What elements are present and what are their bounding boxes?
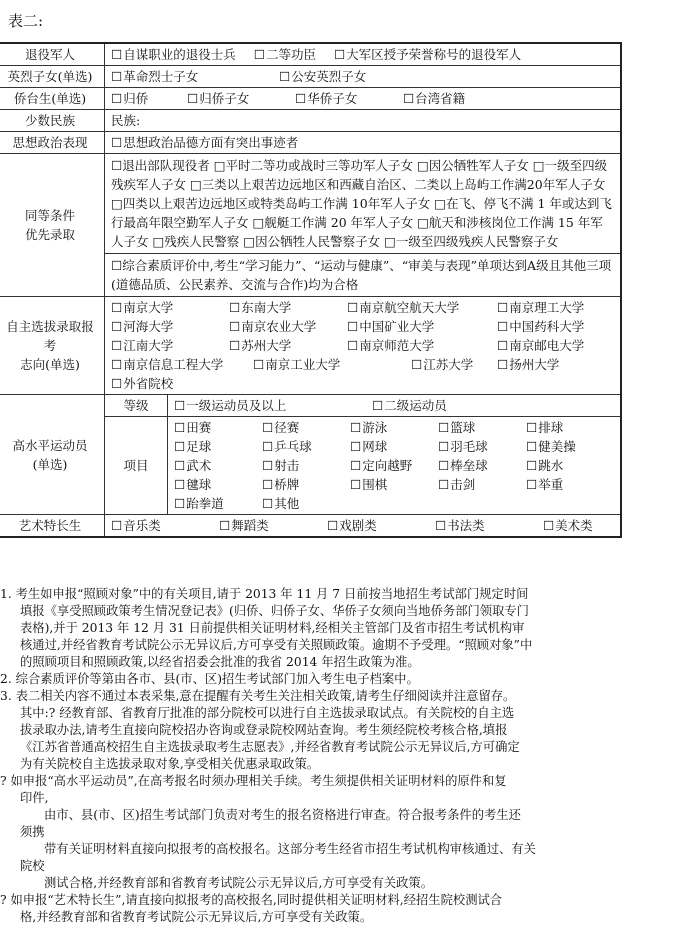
item-label: 项目 <box>105 417 168 515</box>
sport-option[interactable]: ☐ 网球 <box>350 437 438 456</box>
sport-option[interactable]: ☐ 排球 <box>526 418 614 437</box>
notes-section <box>0 586 668 926</box>
art-option[interactable]: ☐ 音乐类 <box>111 516 201 535</box>
selective-label-2: 志向(单选) <box>20 357 80 372</box>
veteran-row <box>0 43 621 66</box>
minority-label: 少数民族 <box>0 110 105 132</box>
ideology-option[interactable]: ☐ 思想政治品德方面有突出事迹者 <box>111 133 298 152</box>
sport-option[interactable]: ☐ 篮球 <box>438 418 526 437</box>
veteran-option[interactable]: ☐ 大军区授予荣誉称号的退役军人 <box>334 45 521 64</box>
selective-row <box>0 297 621 395</box>
school-option[interactable]: ☐ 南京邮电大学 <box>497 336 597 355</box>
school-option[interactable]: ☐ 苏州大学 <box>229 336 347 355</box>
school-option[interactable]: ☐ 江苏大学 <box>411 355 497 374</box>
equal-condition-row: 同等条件 优先录取 ☐退出部队现役者 □平时二等功或战时三等功军人子女 □因公牺牲军人子女 □一级至四级残疾军人子女 □三类以上艰苦边远地区和西藏自治区、二类以上岛屿工作满20年军人子女 □四类以上艰苦边远地区或特类岛屿工作满 10年军人子女 □在飞、停飞不满 1 年或达到飞行最高年限空勤军人子女 □舰艇工作满 20 年军人子女 □航天和涉核岗位工作满 15 年军人子女 □残疾人民警察 □因公牺牲人民警察子女 □一级至四级残疾人民警察子女 ☐综合素质评价中,考生“学习能力”、“运动与健康”、“审美与表现”单项达到A级且其他三项(道德品质、公民素养、交流与合作)均为合格 <box>0 154 621 297</box>
school-option[interactable]: ☐ 东南大学 <box>229 298 347 317</box>
note-line: 表格),并于 2013 年 12 月 31 日前提供相关证明材料,经相关主管部门及省市招生考试机构审 <box>20 621 525 635</box>
note-line: 《江苏省普通高校招生自主选拔录取考生志愿表》,并经省教育考试院公示无异议后,方可确定 <box>20 740 520 754</box>
note-line: 格,并经教育部和省教育考试院公示无异议后,方可享受有关政策。 <box>20 910 373 924</box>
sport-option[interactable]: ☐ 射击 <box>262 456 350 475</box>
school-option[interactable]: ☐ 南京信息工程大学 <box>111 355 253 374</box>
overseas-label: 侨台生(单选) <box>0 88 105 110</box>
athlete-row <box>0 395 621 515</box>
school-option[interactable]: ☐ 南京大学 <box>111 298 229 317</box>
note-line: ? 如申报“高水平运动员”,在高考报名时须办理相关手续。考生须提供相关证明材料的原件和复 <box>0 774 507 788</box>
sport-option[interactable]: ☐ 跳水 <box>526 456 614 475</box>
note-line: ? 如申报“艺术特长生”,请直接向拟报考的高校报名,同时提供相关证明材料,经招生院校测试合 <box>0 893 503 907</box>
note-line: 测试合格,并经教育部和省教育考试院公示无异议后,方可享受有关政策。 <box>44 876 434 890</box>
art-option[interactable]: ☐ 戏剧类 <box>327 516 417 535</box>
comprehensive-evaluation-option[interactable]: 综合素质评价中,考生“学习能力”、“运动与健康”、“审美与表现”单项达到A级且其他三项(道德品质、公民素养、交流与合作)均为合格 <box>111 258 612 292</box>
school-option[interactable]: ☐ 扬州大学 <box>497 355 577 374</box>
art-option[interactable]: ☐ 美术类 <box>543 516 593 535</box>
school-option[interactable]: ☐ 中国药科大学 <box>497 317 597 336</box>
application-form-table <box>0 42 622 538</box>
veteran-option[interactable]: ☐ 自谋职业的退役士兵 <box>111 45 236 64</box>
veteran-label: 退役军人 <box>0 43 105 66</box>
martyr-option[interactable]: ☐ 革命烈士子女 <box>111 67 261 86</box>
school-option[interactable]: ☐ 南京航空航天大学 <box>347 298 497 317</box>
note-line: 填报《享受照顾政策考生情况登记表》(归侨、归侨子女、华侨子女须向当地侨务部门领取专门 <box>20 604 529 618</box>
sport-option[interactable]: ☐ 击剑 <box>438 475 526 494</box>
note-line: 1. 考生如申报“照顾对象”中的有关项目,请于 2013 年 11 月 7 日前按当地招生考试部门规定时间 <box>0 587 529 601</box>
sport-items <box>174 418 614 513</box>
note-line: 拔录取办法,请考生直接向院校招办咨询或登录院校网站查询。考生须经院校考核合格,填报 <box>20 723 508 737</box>
athlete-label-1: 高水平运动员 <box>12 437 88 453</box>
note-line: 的照顾项目和照顾政策,以经省招委会批准的我省 2014 年招生政策为准。 <box>20 655 420 669</box>
overseas-option[interactable]: ☐ 台湾省籍 <box>403 89 465 108</box>
martyr-option[interactable]: ☐ 公安英烈子女 <box>279 67 366 86</box>
art-option[interactable]: ☐ 书法类 <box>435 516 525 535</box>
selective-label-1: 自主选拔录取报考 <box>6 319 94 353</box>
school-option[interactable]: ☐ 外省院校 <box>111 374 229 393</box>
sport-option[interactable]: ☐ 围棋 <box>350 475 438 494</box>
sport-option[interactable]: ☐ 健美操 <box>526 437 614 456</box>
ideology-label: 思想政治表现 <box>0 132 105 154</box>
sport-option[interactable]: ☐ 田赛 <box>174 418 262 437</box>
school-option[interactable]: ☐ 江南大学 <box>111 336 229 355</box>
sport-option[interactable]: ☐ 乒乓球 <box>262 437 350 456</box>
school-option[interactable]: ☐ 南京理工大学 <box>497 298 597 317</box>
art-label: 艺术特长生 <box>0 515 105 538</box>
school-option[interactable]: ☐ 南京工业大学 <box>253 355 411 374</box>
sport-option[interactable]: ☐ 举重 <box>526 475 614 494</box>
art-row <box>0 515 621 538</box>
note-line: 为有关院校自主选拔录取对象,享受相关优惠录取政策。 <box>20 757 320 771</box>
overseas-row <box>0 88 621 110</box>
overseas-option[interactable]: ☐ 归侨子女 <box>187 89 277 108</box>
sport-option[interactable]: ☐ 棒垒球 <box>438 456 526 475</box>
level-label: 等级 <box>105 395 168 417</box>
athlete-label-2: (单选) <box>32 456 68 472</box>
ideology-row <box>0 132 621 154</box>
martyr-label: 英烈子女(单选) <box>0 66 105 88</box>
note-line: 核通过,并经省教育考试院公示无异议后,方可享受有关照顾政策。逾期不予受理。“照顾对象”中 <box>20 638 533 652</box>
note-line: 带有关证明材料直接向拟报考的高校报名。这部分考生经省市招生考试机构审核通过、有关 <box>44 842 536 856</box>
sport-option[interactable]: ☐ 武术 <box>174 456 262 475</box>
sport-option[interactable]: ☐ 毽球 <box>174 475 262 494</box>
equal-priority-options[interactable]: 退出部队现役者 □平时二等功或战时三等功军人子女 □因公牺牲军人子女 □一级至四级残疾军人子女 □三类以上艰苦边远地区和西藏自治区、二类以上岛屿工作满20年军人子女 □四类以上艰苦边远地区或特类岛屿工作满 10年军人子女 □在飞、停飞不满 1 年或达到飞行最高年限空勤军人子女 □舰艇工作满 20 年军人子女 □航天和涉核岗位工作满 15 年军人子女 □残疾人民警察 □因公牺牲人民警察子女 □一级至四级残疾人民警察子女 <box>111 158 612 249</box>
school-option[interactable]: ☐ 河海大学 <box>111 317 229 336</box>
veteran-option[interactable]: ☐ 二等功臣 <box>254 45 316 64</box>
athlete-subtable <box>105 395 620 514</box>
note-line: 3. 表二相关内容不通过本表采集,意在提醒有关考生关注相关政策,请考生仔细阅读并注意留存。 <box>0 689 516 703</box>
sport-option[interactable]: ☐ 跆拳道 <box>174 494 262 513</box>
school-option[interactable]: ☐ 中国矿业大学 <box>347 317 497 336</box>
note-line: 由市、县(市、区)招生考试部门负责对考生的报名资格进行审查。符合报考条件的考生还 <box>44 808 521 822</box>
level-option[interactable]: ☐ 二级运动员 <box>372 396 447 415</box>
equal-label-2: 优先录取 <box>24 227 75 242</box>
sport-option[interactable]: ☐ 足球 <box>174 437 262 456</box>
overseas-option[interactable]: ☐ 归侨 <box>111 89 169 108</box>
equal-label-1: 同等条件 <box>24 208 75 223</box>
overseas-option[interactable]: ☐ 华侨子女 <box>295 89 385 108</box>
art-option[interactable]: ☐ 舞蹈类 <box>219 516 309 535</box>
level-option[interactable]: ☐ 一级运动员及以上 <box>174 396 354 415</box>
sport-option[interactable]: ☐ 桥牌 <box>262 475 350 494</box>
note-line: 其中:? 经教育部、省教育厅批准的部分院校可以进行自主选拔录取试点。有关院校的自主选 <box>20 706 515 720</box>
school-option[interactable]: ☐ 南京师范大学 <box>347 336 497 355</box>
minority-row <box>0 110 621 132</box>
sport-option[interactable]: ☐ 游泳 <box>350 418 438 437</box>
sport-option[interactable]: ☐ 定向越野 <box>350 456 438 475</box>
note-line: 须携 <box>20 825 45 839</box>
school-option[interactable]: ☐ 南京农业大学 <box>229 317 347 336</box>
sport-option[interactable]: ☐ 其他 <box>262 494 350 513</box>
page-title: 表二: <box>8 12 44 30</box>
note-line: 印件, <box>20 791 49 805</box>
ethnicity-field[interactable]: 民族: <box>105 110 622 132</box>
sport-option[interactable]: ☐ 径赛 <box>262 418 350 437</box>
note-line: 院校 <box>20 859 45 873</box>
martyr-row <box>0 66 621 88</box>
note-line: 2. 综合素质评价等第由各市、县(市、区)招生考试部门加入考生电子档案中。 <box>0 672 419 686</box>
sport-option[interactable]: ☐ 羽毛球 <box>438 437 526 456</box>
